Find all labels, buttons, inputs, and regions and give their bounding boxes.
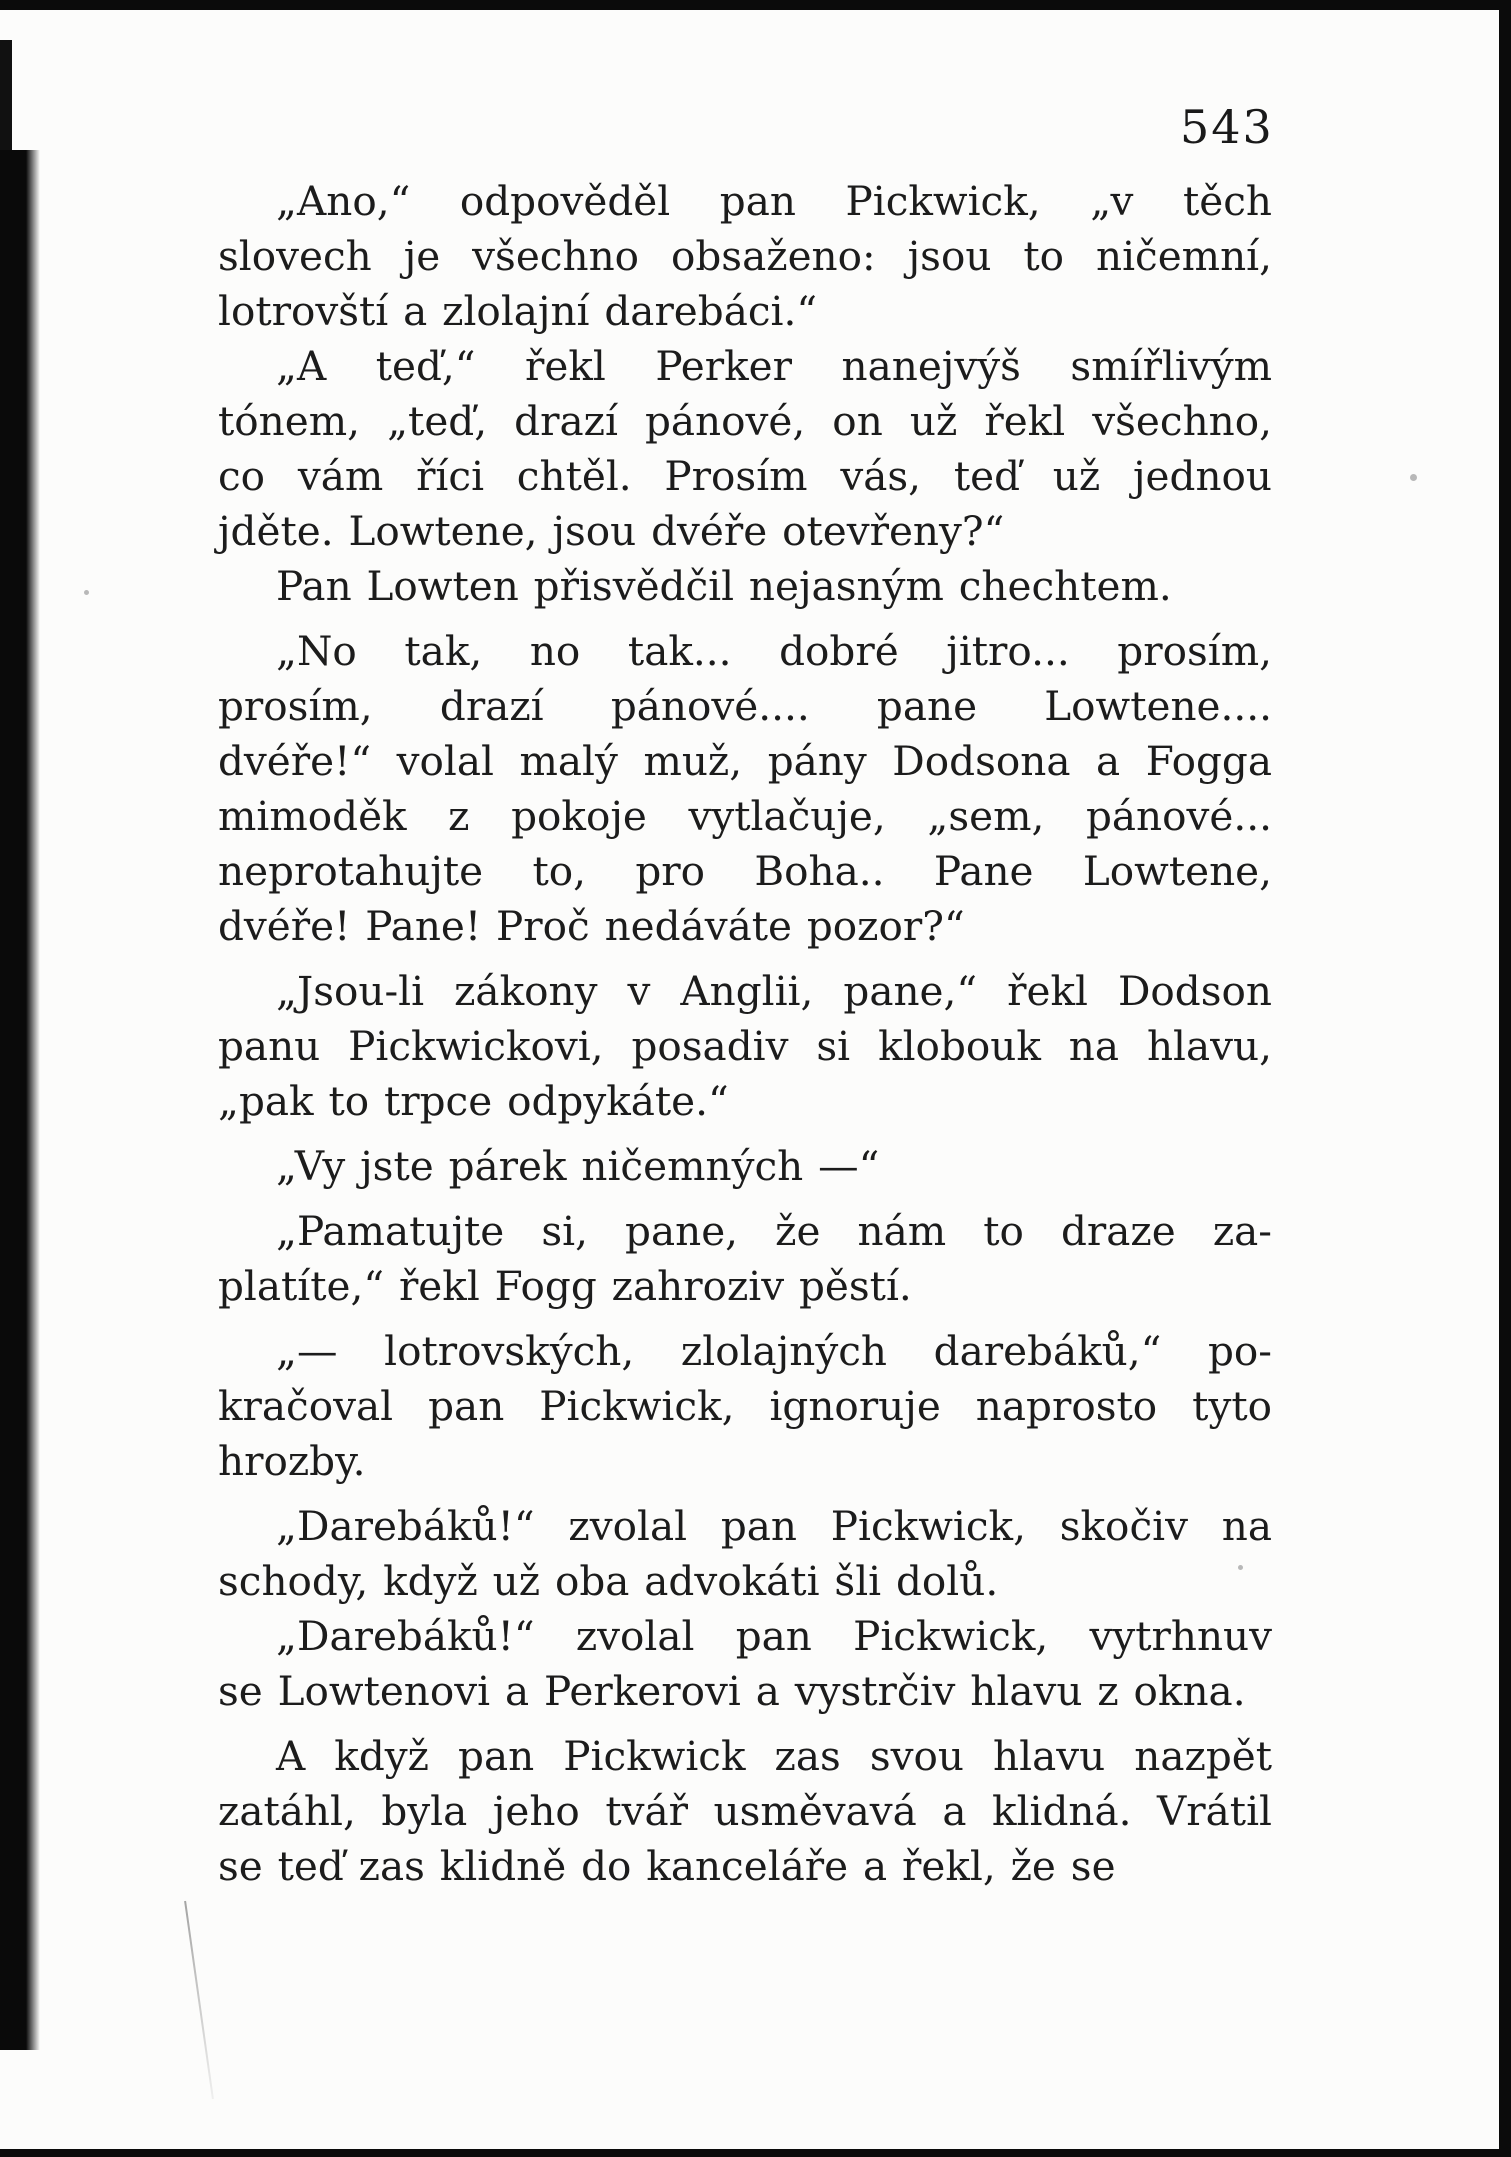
paragraph xyxy=(218,1139,1272,1194)
paragraph-gap xyxy=(218,614,1272,624)
text-line: Pan Lowten přisvědčil nejasným chechtem. xyxy=(276,562,1172,610)
paragraph xyxy=(218,624,1272,954)
binding-edge-top xyxy=(0,40,12,160)
text-line: „pak to trpce odpykáte.“ xyxy=(218,1077,729,1125)
paragraph xyxy=(218,174,1272,339)
text-line: lotrovští a zlolajní darebáci.“ xyxy=(218,287,818,335)
paragraph xyxy=(218,1609,1272,1719)
text-line: neprotahujte to, pro Boha.. Pane Lowtene, xyxy=(218,847,1272,895)
text-line: A když pan Pickwick zas svou hlavu nazpět xyxy=(276,1732,1272,1780)
paper-speck xyxy=(84,590,89,595)
paragraph-gap xyxy=(218,1314,1272,1324)
paragraph-gap xyxy=(218,1194,1272,1204)
paragraph xyxy=(218,1204,1272,1314)
paragraph xyxy=(218,964,1272,1129)
text-line: „Pamatujte si, pane, že nám to draze za- xyxy=(276,1207,1272,1255)
paragraph xyxy=(218,1729,1272,1894)
text-line: „— lotrovských, zlolajných darebáků,“ po- xyxy=(276,1327,1272,1375)
text-line: se teď zas klidně do kanceláře a řekl, že se xyxy=(218,1842,1116,1890)
text-line: tónem, „teď, drazí pánové, on už řekl všechno, xyxy=(218,397,1272,445)
text-line: platíte,“ řekl Fogg zahroziv pěstí. xyxy=(218,1262,912,1310)
text-line: „Jsou-li zákony v Anglii, pane,“ řekl Dodson xyxy=(276,967,1272,1015)
text-line: „Darebáků!“ zvolal pan Pickwick, skočiv na xyxy=(276,1502,1272,1550)
text-line: „A teď,“ řekl Perker nanejvýš smířlivým xyxy=(276,342,1272,390)
paragraph-gap xyxy=(218,1719,1272,1729)
page-number: 543 xyxy=(1180,100,1274,154)
paragraph xyxy=(218,1499,1272,1609)
paragraph xyxy=(218,559,1272,614)
text-line: prosím, drazí pánové.... pane Lowtene.... xyxy=(218,682,1272,730)
binding-shadow xyxy=(0,150,40,2050)
text-line: zatáhl, byla jeho tvář usměvavá a klidná. Vrátil xyxy=(218,1787,1272,1835)
paper-speck xyxy=(1238,1565,1243,1570)
body-text xyxy=(218,174,1272,1894)
paragraph-gap xyxy=(218,954,1272,964)
text-line: slovech je všechno obsaženo: jsou to ničemní, xyxy=(218,232,1272,280)
paper-speck xyxy=(1410,474,1417,481)
text-line: se Lowtenovi a Perkerovi a vystrčiv hlavu z okna. xyxy=(218,1667,1246,1715)
paragraph-gap xyxy=(218,1489,1272,1499)
paragraph xyxy=(218,1324,1272,1489)
text-line: dvéře!“ volal malý muž, pány Dodsona a Fogga xyxy=(218,737,1272,785)
text-line: hrozby. xyxy=(218,1437,366,1485)
text-line: mimoděk z pokoje vytlačuje, „sem, pánové... xyxy=(218,792,1272,840)
text-line: „Darebáků!“ zvolal pan Pickwick, vytrhnuv xyxy=(276,1612,1272,1660)
text-line: panu Pickwickovi, posadiv si klobouk na hlavu, xyxy=(218,1022,1272,1070)
text-line: „Ano,“ odpověděl pan Pickwick, „v těch xyxy=(276,177,1272,225)
text-line: dvéře! Pane! Proč nedáváte pozor?“ xyxy=(218,902,965,950)
text-line: kračoval pan Pickwick, ignoruje naprosto tyto xyxy=(218,1382,1272,1430)
text-line: jděte. Lowtene, jsou dvéře otevřeny?“ xyxy=(218,507,1005,555)
text-line: schody, když už oba advokáti šli dolů. xyxy=(218,1557,999,1605)
text-line: co vám říci chtěl. Prosím vás, teď už jednou xyxy=(218,452,1272,500)
text-line: „No tak, no tak... dobré jitro... prosím, xyxy=(276,627,1272,675)
text-line: „Vy jste párek ničemných —“ xyxy=(276,1142,880,1190)
paragraph-gap xyxy=(218,1129,1272,1139)
paragraph xyxy=(218,339,1272,559)
